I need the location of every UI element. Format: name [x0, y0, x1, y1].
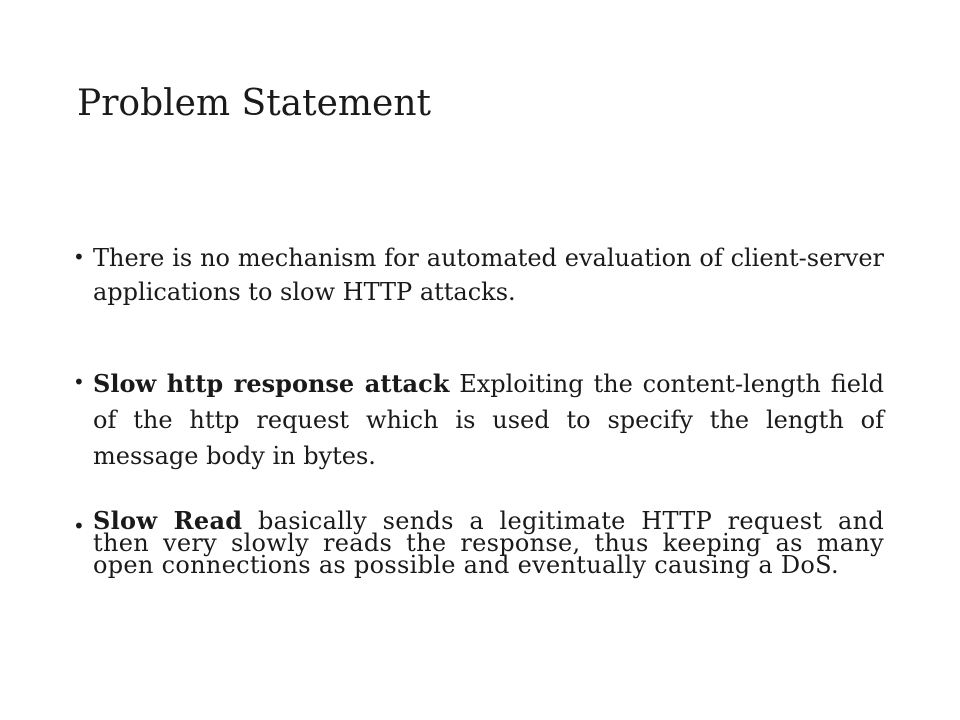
bullet-text	[93, 506, 884, 579]
bullet-item	[73, 366, 884, 474]
bullet-item	[73, 506, 884, 579]
bullet-dot-icon: •	[73, 514, 85, 538]
bullet-text	[93, 366, 884, 474]
bullet-dot-icon: •	[73, 370, 85, 394]
bullet-item	[73, 241, 884, 309]
bullet-lead: Slow http response attack	[93, 369, 450, 398]
bullet-body: Exploiting the content-length field of the http request which is used to specify the length of message body in bytes.	[93, 370, 885, 470]
bullet-body: basically sends a legitimate HTTP request and then very slowly reads the response, thus keeping as many open connections as possible and eventually causing a DoS.	[93, 507, 884, 579]
slide-title: Problem Statement	[77, 83, 432, 124]
bullet-body: There is no mechanism for automated evaluation of client-server applications to slow HTTP attacks.	[93, 244, 884, 306]
bullet-lead: Slow Read	[93, 506, 243, 535]
bullet-text	[93, 241, 884, 309]
bullet-dot-icon: •	[73, 245, 85, 269]
